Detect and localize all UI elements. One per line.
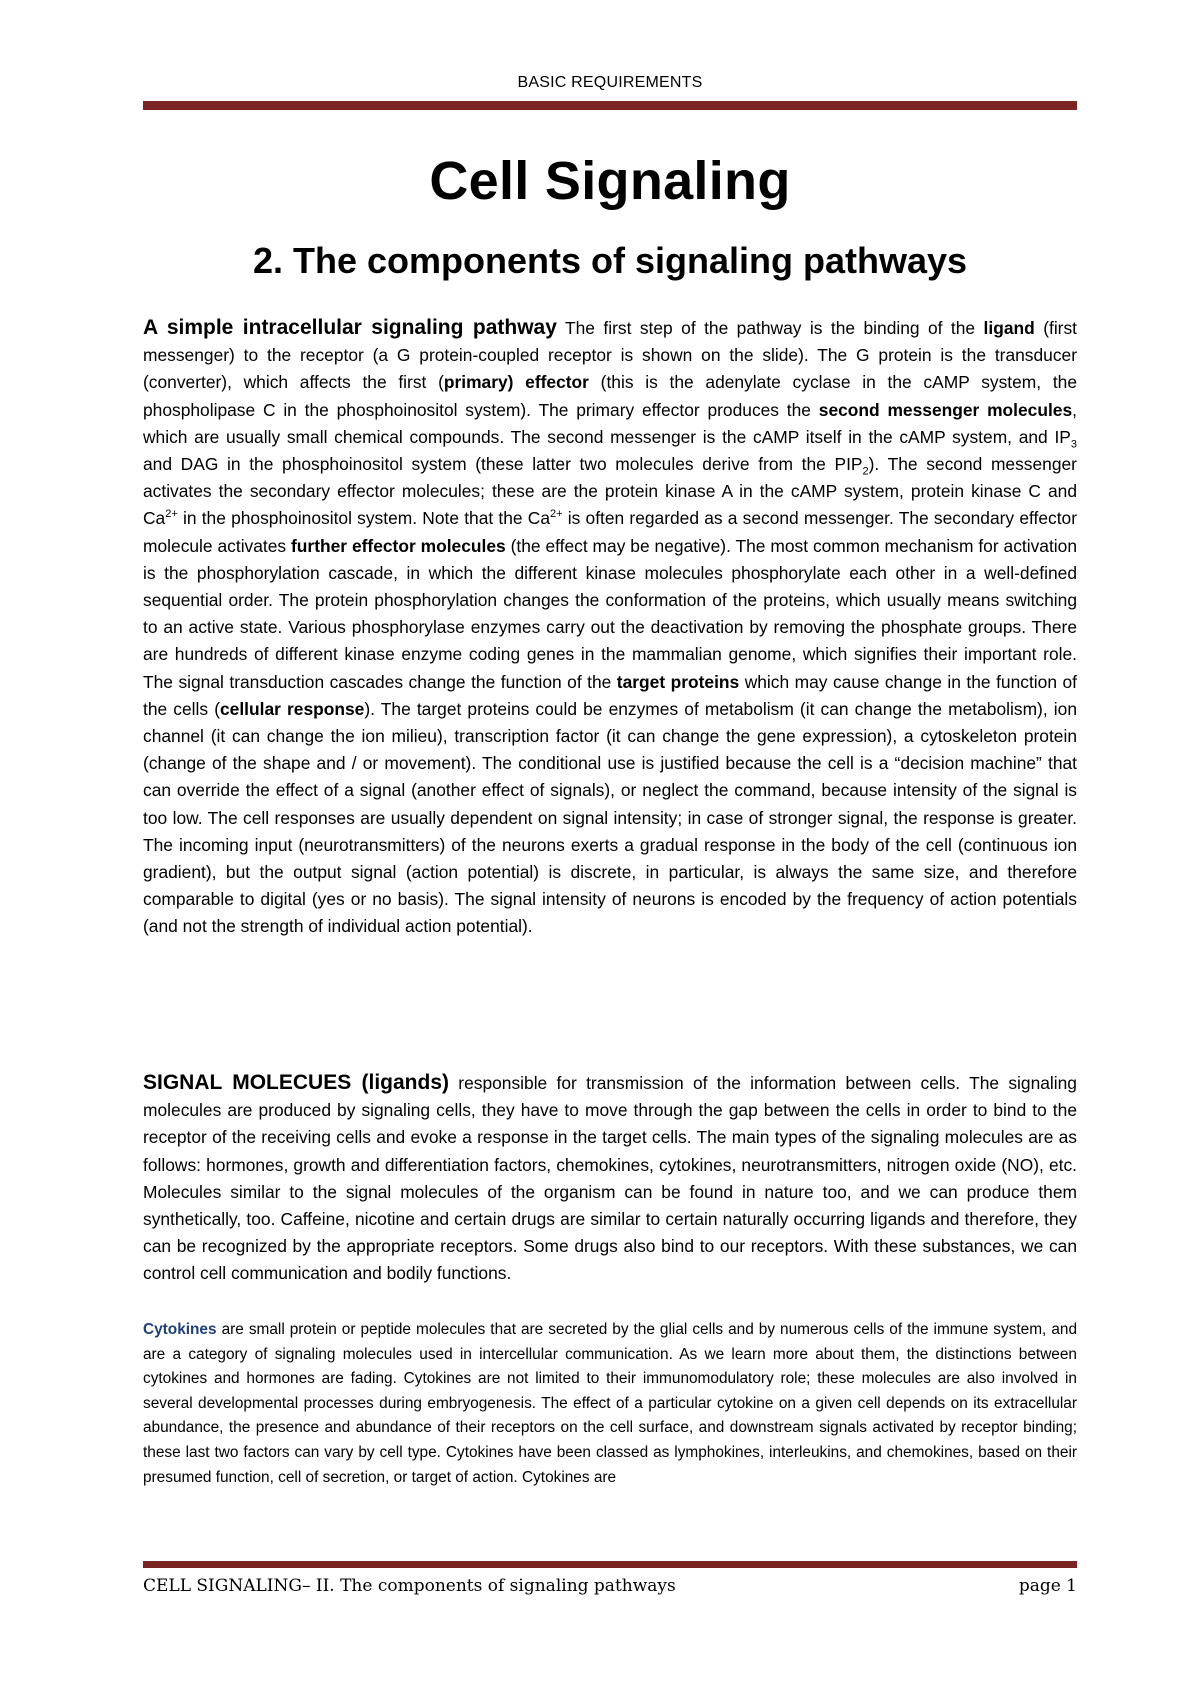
paragraph-signaling-pathway	[143, 314, 1077, 941]
term-further-effector: further effector molecules	[291, 535, 506, 556]
text-run: ). The target proteins could be enzymes of metabolism (it can change the metabolism), ion channel (it can change the ion milieu), transcription factor (it can change the gene expression), a cytoskeleton protein (change of the shape and / or movement). The conditional use is justified because the cell is a “decision machine” that can override the effect of a signal (another effect of signals), or neglect the command, because intensity of the signal is too low. The cell responses are usually dependent on signal intensity; in case of stronger signal, the response is greater. The incoming input (neurotransmitters) of the neurons exerts a gradual response in the body of the cell (continuous ion gradient), but the output signal (action potential) is discrete, in particular, is always the same size, and therefore comparable to digital (yes or no basis). The signal intensity of neurons is encoded by the frequency of action potentials (and not the strength of individual action potential).	[143, 698, 1078, 937]
paragraph-cytokines	[143, 1318, 1077, 1490]
term-target-proteins: target proteins	[616, 671, 740, 692]
footer-title: CELL SIGNALING– II. The components of signaling pathways	[143, 1576, 676, 1596]
section-heading-ligands: SIGNAL MOLECUES (ligands)	[143, 1071, 450, 1094]
subscript: 3	[1070, 438, 1077, 451]
text-run: The first step of the pathway is the binding of the	[556, 318, 984, 338]
document-title: Cell Signaling	[429, 151, 791, 211]
term-primary-effector: primary) effector	[443, 372, 589, 393]
term-cytokines: Cytokines	[143, 1321, 217, 1338]
text-run: is often regarded as a second messenger. The secondary effector molecule activates	[143, 508, 1077, 556]
text-run: ). The second messenger activates the secondary effector molecules; these are the protein kinase A in the cAMP system, protein kinase C and Ca	[143, 454, 1077, 529]
text-run: are small protein or peptide molecules that are secreted by the glial cells and by numerous cells of the immune system, and are a category of signaling molecules used in intercellular communication. As we learn more about them, the distinctions between cytokines and hormones are fading. Cytokines are not limited to their immunomodulatory role; these molecules are also involved in several developmental processes during embryogenesis. The effect of a particular cytokine on a given cell depends on its extracellular abundance, the presence and abundance of their receptors on the cell surface, and downstream signals activated by receptor binding; these last two factors can vary by cell type. Cytokines have been classed as lymphokines, interleukins, and chemokines, based on their presumed function, cell of secretion, or target of action. Cytokines are	[143, 1321, 1077, 1486]
superscript: 2+	[550, 508, 563, 521]
term-second-messenger: second messenger molecules	[818, 399, 1073, 420]
text-run: which may cause change in the function of the cells (	[143, 671, 1077, 719]
superscript: 2+	[165, 508, 178, 521]
text-run: and DAG in the phosphoinositol system (these latter two molecules derive from the PIP	[143, 454, 863, 475]
text-run: (first messenger) to the receptor (a G protein-coupled receptor is shown on the slide). The G protein is the transducer (converter), which affects the first (	[143, 318, 1078, 393]
running-header: BASIC REQUIREMENTS	[517, 74, 703, 91]
text-run: (the effect may be negative). The most common mechanism for activation is the phosphorylation cascade, in which the different kinase molecules phosphorylate each other in a well-defined sequential order. The protein phosphorylation changes the conformation of the proteins, which usually means switching to an active state. Various phosphorylase enzymes carry out the deactivation by removing the phosphate groups. There are hundreds of different kinase enzyme coding genes in the mammalian genome, which signifies their important role. The signal transduction cascades change the function of the	[143, 535, 1077, 692]
term-cellular-response: cellular response	[220, 698, 365, 719]
paragraph-signal-molecules	[143, 1069, 1077, 1288]
header-rule	[143, 101, 1077, 110]
term-ligand: ligand	[983, 318, 1035, 338]
document-subtitle: 2. The components of signaling pathways	[252, 240, 968, 281]
text-run: , which are usually small chemical compounds. The second messenger is the cAMP itself in the cAMP system, and IP	[143, 399, 1077, 447]
text-run: (this is the adenylate cyclase in the cAMP system, the phospholipase C in the phosphoinositol system). The primary effector produces the	[143, 372, 1077, 420]
subscript: 2	[862, 465, 869, 478]
text-run: responsible for transmission of the information between cells. The signaling molecules are produced by signaling cells, they have to move through the gap between the cells in order to bind to the receptor of the receiving cells and evoke a response in the target cells. The main types of the signaling molecules are as follows: hormones, growth and differentiation factors, chemokines, cytokines, neurotransmitters, nitrogen oxide (NO), etc. Molecules similar to the signal molecules of the organism can be found in nature too, and we can produce them synthetically, too. Caffeine, nicotine and certain drugs are similar to certain naturally occurring ligands and therefore, they can be recognized by the appropriate receptors. Some drugs also bind to our receptors. With these substances, we can control cell communication and bodily functions.	[143, 1073, 1077, 1284]
footer-rule	[143, 1561, 1077, 1568]
page-number: page 1	[1018, 1576, 1077, 1596]
text-run: in the phosphoinositol system. Note that the Ca	[177, 508, 551, 529]
section-heading-pathway: A simple intracellular signaling pathway	[143, 316, 557, 339]
